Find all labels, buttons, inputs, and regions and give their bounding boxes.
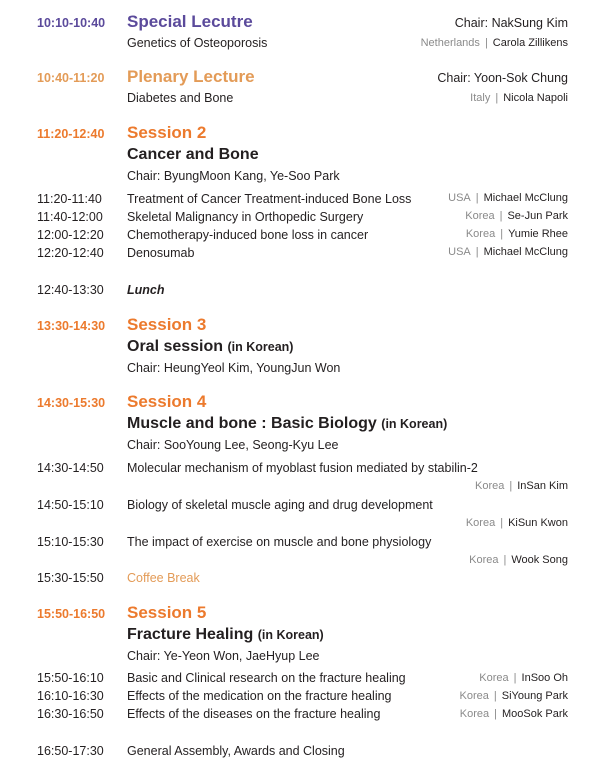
session2-subtitle: Cancer and Bone	[127, 146, 259, 163]
session4-subtitle-line	[127, 415, 447, 433]
session5-time: 15:50-16:50	[37, 607, 106, 621]
session3-time: 13:30-14:30	[37, 319, 106, 333]
talk-time: 15:10-15:30	[37, 535, 104, 549]
talk-speaker-line	[469, 554, 568, 566]
talk-country: Korea	[465, 228, 496, 240]
talk-time: 11:40-12:00	[37, 210, 103, 224]
separator: |	[475, 192, 479, 204]
session2-title: Session 2	[127, 123, 207, 142]
talk-country: Korea	[459, 690, 489, 702]
session3-subtitle: Oral session	[127, 338, 224, 355]
talk-time: 14:30-14:50	[37, 461, 104, 475]
talk-speaker: Se-Jun Park	[507, 210, 568, 222]
talk-speaker: InSan Kim	[517, 480, 568, 492]
special-chair: Chair: NakSung Kim	[454, 16, 568, 30]
coffee-label: Coffee Break	[127, 571, 200, 585]
talk-time: 16:10-16:30	[37, 689, 104, 703]
separator: |	[500, 517, 504, 529]
talk-time: 11:20-11:40	[37, 192, 102, 206]
talk-speaker-line	[479, 672, 568, 684]
special-speaker-line	[421, 37, 568, 49]
talk-speaker: InSoo Oh	[521, 672, 568, 684]
special-speaker: Carola Zillikens	[492, 37, 568, 49]
session5-chair: Chair: Ye-Yeon Won, JaeHyup Lee	[127, 649, 320, 663]
session3-chair: Chair: HeungYeol Kim, YoungJun Won	[127, 361, 341, 375]
talk-topic: Skeletal Malignancy in Orthopedic Surgery	[127, 210, 364, 224]
special-time: 10:10-10:40	[37, 16, 106, 30]
lunch-label: Lunch	[127, 283, 165, 297]
session4-chair: Chair: SooYoung Lee, Seong-Kyu Lee	[127, 438, 339, 452]
separator: |	[500, 228, 504, 240]
talk-country: Korea	[465, 210, 495, 222]
closing-label: General Assembly, Awards and Closing	[127, 744, 345, 758]
talk-topic: Molecular mechanism of myoblast fusion mediated by stabilin-2	[127, 461, 478, 475]
talk-country: Korea	[475, 480, 505, 492]
talk-speaker: KiSun Kwon	[508, 517, 568, 529]
separator: |	[495, 92, 499, 104]
session4-language-note: (in Korean)	[381, 417, 448, 431]
session2-time: 11:20-12:40	[37, 127, 105, 141]
plenary-country: Italy	[470, 92, 491, 104]
coffee-time: 15:30-15:50	[37, 571, 104, 585]
talk-country: Korea	[465, 517, 496, 529]
talk-country: Korea	[459, 708, 490, 720]
talk-speaker-line	[460, 708, 568, 720]
talk-speaker-line	[460, 690, 568, 702]
session3-title: Session 3	[127, 315, 207, 334]
talk-time: 12:00-12:20	[37, 228, 104, 242]
talk-speaker-line	[465, 210, 568, 222]
talk-country: Korea	[479, 672, 509, 684]
session5-language-note: (in Korean)	[257, 628, 324, 642]
talk-time: 14:50-15:10	[37, 498, 104, 512]
talk-speaker: Wook Song	[511, 554, 568, 566]
talk-country: Korea	[469, 554, 499, 566]
session4-subtitle: Muscle and bone : Basic Biology	[127, 415, 377, 432]
closing-time: 16:50-17:30	[37, 744, 104, 758]
separator: |	[484, 37, 488, 49]
plenary-chair: Chair: Yoon-Sok Chung	[437, 71, 568, 85]
talk-speaker-line	[475, 480, 568, 492]
talk-speaker-line	[466, 517, 568, 529]
talk-topic: Biology of skeletal muscle aging and drug development	[127, 498, 433, 512]
talk-speaker-line	[448, 246, 568, 258]
session2-chair: Chair: ByungMoon Kang, Ye-Soo Park	[127, 169, 340, 183]
talk-topic: Basic and Clinical research on the fracture healing	[127, 671, 406, 685]
talk-topic: Effects of the diseases on the fracture healing	[127, 707, 381, 721]
talk-speaker: MooSok Park	[501, 708, 568, 720]
talk-time: 12:20-12:40	[37, 246, 104, 260]
plenary-topic: Diabetes and Bone	[127, 91, 234, 105]
session5-subtitle: Fracture Healing	[127, 626, 254, 643]
talk-topic: Chemotherapy-induced bone loss in cancer	[127, 228, 369, 242]
plenary-time: 10:40-11:20	[37, 71, 105, 85]
talk-topic: Denosumab	[127, 246, 195, 260]
talk-country: USA	[448, 246, 471, 258]
talk-speaker: Michael McClung	[483, 246, 568, 258]
session5-title: Session 5	[127, 603, 207, 622]
separator: |	[503, 554, 507, 566]
separator: |	[475, 246, 479, 258]
separator: |	[494, 708, 497, 720]
talk-topic: Effects of the medication on the fracture healing	[127, 689, 392, 703]
plenary-speaker: Nicola Napoli	[503, 92, 568, 104]
separator: |	[509, 480, 513, 492]
plenary-title: Plenary Lecture	[127, 67, 255, 86]
talk-speaker-line	[448, 192, 568, 204]
special-title: Special Lecutre	[127, 12, 253, 31]
lunch-time: 12:40-13:30	[37, 283, 104, 297]
separator: |	[493, 690, 497, 702]
special-topic: Genetics of Osteoporosis	[127, 36, 268, 50]
talk-time: 15:50-16:10	[37, 671, 104, 685]
session4-time: 14:30-15:30	[37, 396, 106, 410]
session3-subtitle-line	[127, 338, 293, 356]
talk-topic: Treatment of Cancer Treatment-induced Bone Loss	[127, 192, 412, 206]
session3-language-note: (in Korean)	[227, 340, 294, 354]
talk-topic: The impact of exercise on muscle and bone physiology	[127, 535, 432, 549]
plenary-speaker-line	[470, 92, 568, 104]
talk-time: 16:30-16:50	[37, 707, 104, 721]
session5-subtitle-line	[127, 626, 324, 644]
session4-title: Session 4	[127, 392, 207, 411]
special-country: Netherlands	[420, 37, 480, 49]
talk-speaker: Yumie Rhee	[508, 228, 568, 240]
separator: |	[513, 672, 517, 684]
talk-speaker-line	[466, 228, 568, 240]
talk-speaker: Michael McClung	[483, 192, 568, 204]
separator: |	[499, 210, 503, 222]
talk-speaker: SiYoung Park	[501, 690, 568, 702]
talk-country: USA	[448, 192, 471, 204]
